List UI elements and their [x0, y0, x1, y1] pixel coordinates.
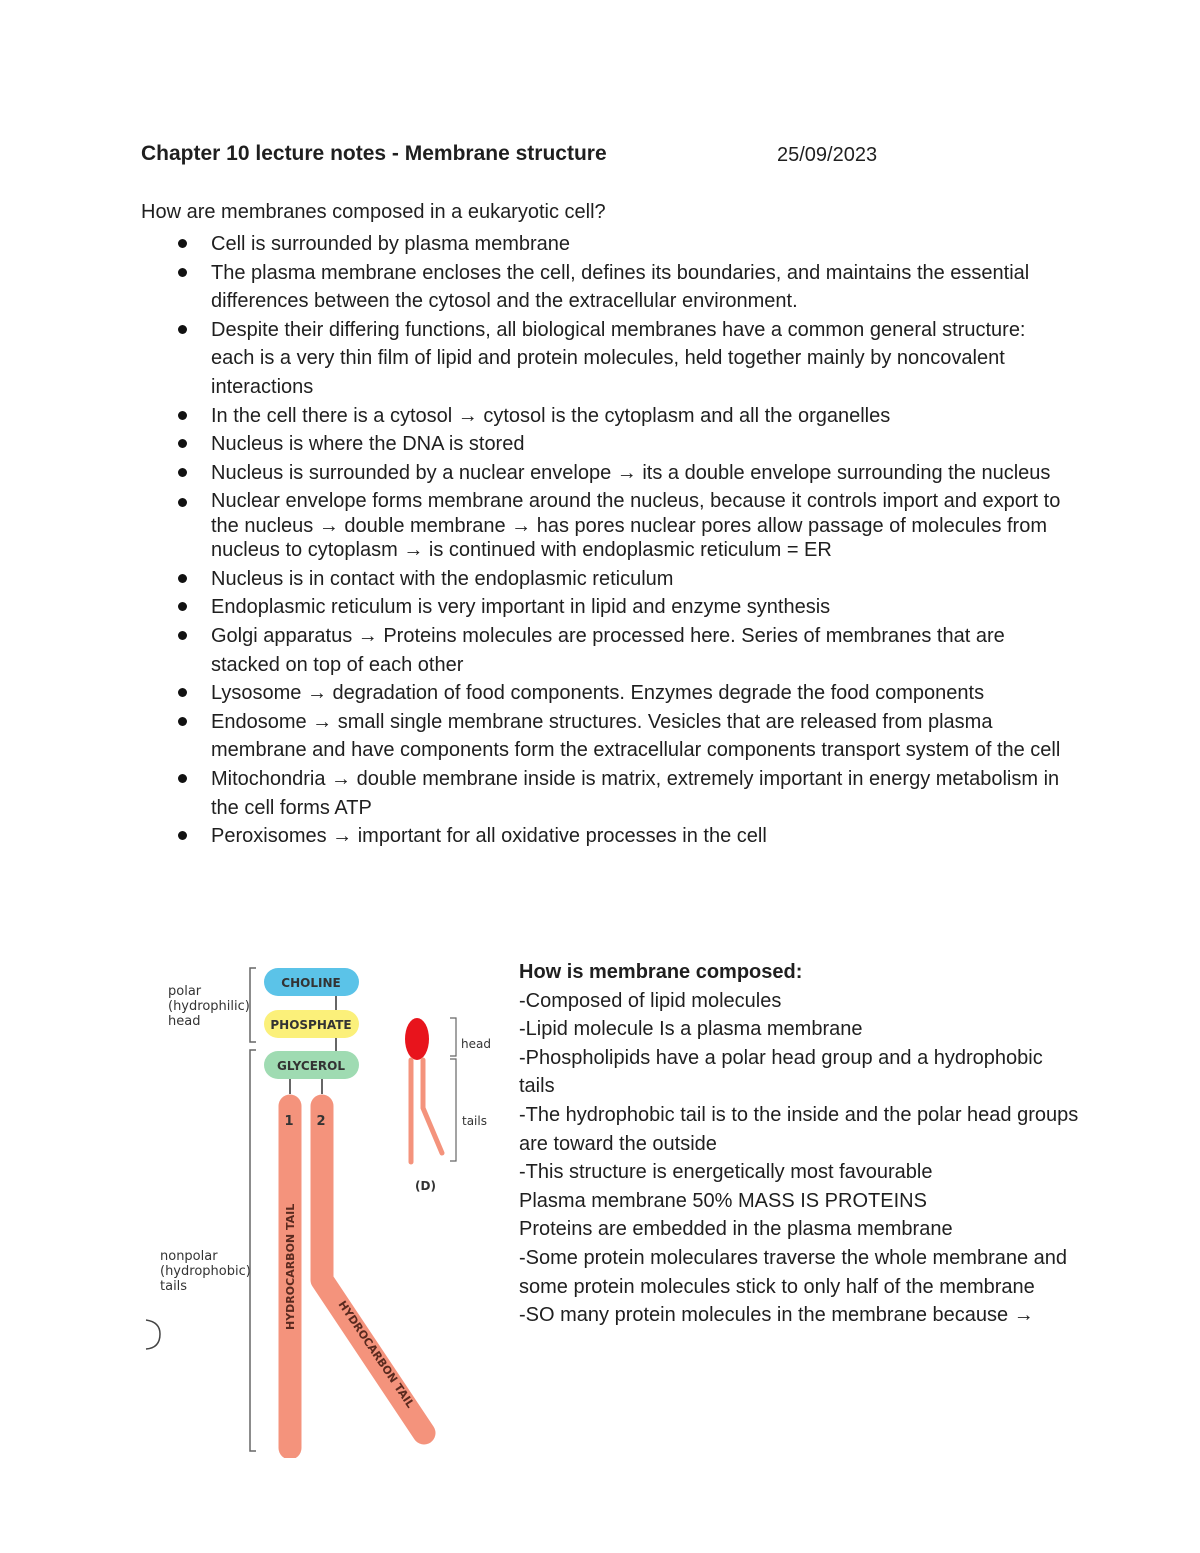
membrane-composition-notes [519, 958, 1084, 1330]
phosphate-label: PHOSPHATE [270, 1018, 352, 1032]
title-row [141, 142, 901, 172]
phospholipid-figure [140, 958, 500, 1458]
nonpolar-label-3: tails [160, 1279, 188, 1294]
list-item: The plasma membrane encloses the cell, defines its boundaries, and maintains the essential differences between the cytosol and the extracellular environment. [141, 259, 1071, 316]
list-item: Golgi apparatus → Proteins molecules are processed here. Series of membranes that are stacked on top of each other [141, 622, 1071, 679]
polar-label-3: head [168, 1014, 201, 1029]
page-date: 25/09/2023 [777, 144, 878, 166]
list-item: In the cell there is a cytosol → cytosol is the cytoplasm and all the organelles [141, 402, 1071, 431]
intro-question: How are membranes composed in a eukaryotic cell? [141, 201, 606, 223]
composition-line: -This structure is energetically most favourable [519, 1161, 933, 1184]
cropped-glyph [146, 1320, 160, 1349]
composition-line: -SO many protein molecules in the membrane because → [519, 1304, 1034, 1327]
list-item: Endoplasmic reticulum is very important in lipid and enzyme synthesis [141, 593, 1071, 622]
list-item: Cell is surrounded by plasma membrane [141, 230, 1071, 259]
head-bracket [450, 1018, 456, 1056]
tail-2-label: HYDROCARBON TAIL [335, 1298, 417, 1411]
head-label: head [461, 1037, 491, 1051]
panel-d-label: (D) [415, 1179, 436, 1193]
composition-line: -Phospholipids have a polar head group and a hydrophobic tails [519, 1046, 1049, 1098]
tails-bracket [450, 1059, 456, 1161]
list-item: Nuclear envelope forms membrane around the nucleus, because it controls import and export to the nucleus → double membrane → has pores nuclear pores allow passage of molecules from nucleus to cytoplasm → is continued with endoplasmic reticulum = ER [141, 489, 1071, 563]
list-item: Nucleus is surrounded by a nuclear envelope → its a double envelope surrounding the nucleus [141, 459, 1071, 488]
choline-label: CHOLINE [281, 976, 341, 990]
bullet-icon [178, 239, 187, 248]
tails-label: tails [462, 1114, 487, 1128]
bullet-icon [178, 688, 187, 697]
list-item: Nucleus is in contact with the endoplasmic reticulum [141, 565, 1071, 594]
list-item: Peroxisomes → important for all oxidative processes in the cell [141, 822, 1071, 851]
list-item: Lysosome → degradation of food components. Enzymes degrade the food components [141, 679, 1071, 708]
composition-line: -Composed of lipid molecules [519, 989, 782, 1012]
tail-1-label: HYDROCARBON TAIL [284, 1203, 297, 1330]
composition-line: -Lipid molecule Is a plasma membrane [519, 1018, 863, 1041]
list-item: Despite their differing functions, all biological membranes have a common general structure: each is a very thin film of lipid and protein molecules, held together mainly by noncovalent interactions [141, 316, 1071, 402]
composition-heading: How is membrane composed: [519, 961, 803, 983]
phospholipid-head-icon [405, 1018, 429, 1060]
bullet-icon [178, 411, 187, 420]
page-title: Chapter 10 lecture notes - Membrane structure [141, 142, 607, 165]
nonpolar-bracket [250, 1050, 256, 1451]
tail-2-number: 2 [316, 1114, 326, 1129]
glycerol-label: GLYCEROL [277, 1059, 345, 1073]
polar-label-2: (hydrophilic) [168, 999, 250, 1014]
bullet-icon [178, 602, 187, 611]
bullet-icon [178, 574, 187, 583]
polar-bracket [250, 968, 256, 1042]
composition-line: -The hydrophobic tail is to the inside and the polar head groups are toward the outside [519, 1103, 1084, 1155]
bullet-icon [178, 325, 187, 334]
nonpolar-label-1: nonpolar [160, 1249, 218, 1264]
bullet-icon [178, 468, 187, 477]
polar-label-1: polar [168, 984, 202, 999]
composition-line: Proteins are embedded in the plasma membrane [519, 1218, 953, 1241]
list-item: Mitochondria → double membrane inside is matrix, extremely important in energy metabolism in the cell forms ATP [141, 765, 1071, 822]
bullet-icon [178, 831, 187, 840]
nonpolar-label-2: (hydrophobic) [160, 1264, 251, 1279]
bullet-icon [178, 439, 187, 448]
bullet-icon [178, 717, 187, 726]
bullet-icon [178, 498, 187, 507]
composition-line: Plasma membrane 50% MASS IS PROTEINS [519, 1189, 927, 1212]
bullet-list [141, 230, 1071, 851]
list-item: Endosome → small single membrane structures. Vesicles that are released from plasma membrane and have components form the extracellular components transport system of the cell [141, 708, 1071, 765]
bullet-icon [178, 268, 187, 277]
bullet-icon [178, 774, 187, 783]
tail-1-number: 1 [284, 1114, 294, 1129]
list-item: Nucleus is where the DNA is stored [141, 430, 1071, 459]
simple-tail-2 [423, 1060, 442, 1153]
composition-line: -Some protein moleculares traverse the whole membrane and some protein molecules stick to only half of the membrane [519, 1246, 1073, 1298]
bullet-icon [178, 631, 187, 640]
